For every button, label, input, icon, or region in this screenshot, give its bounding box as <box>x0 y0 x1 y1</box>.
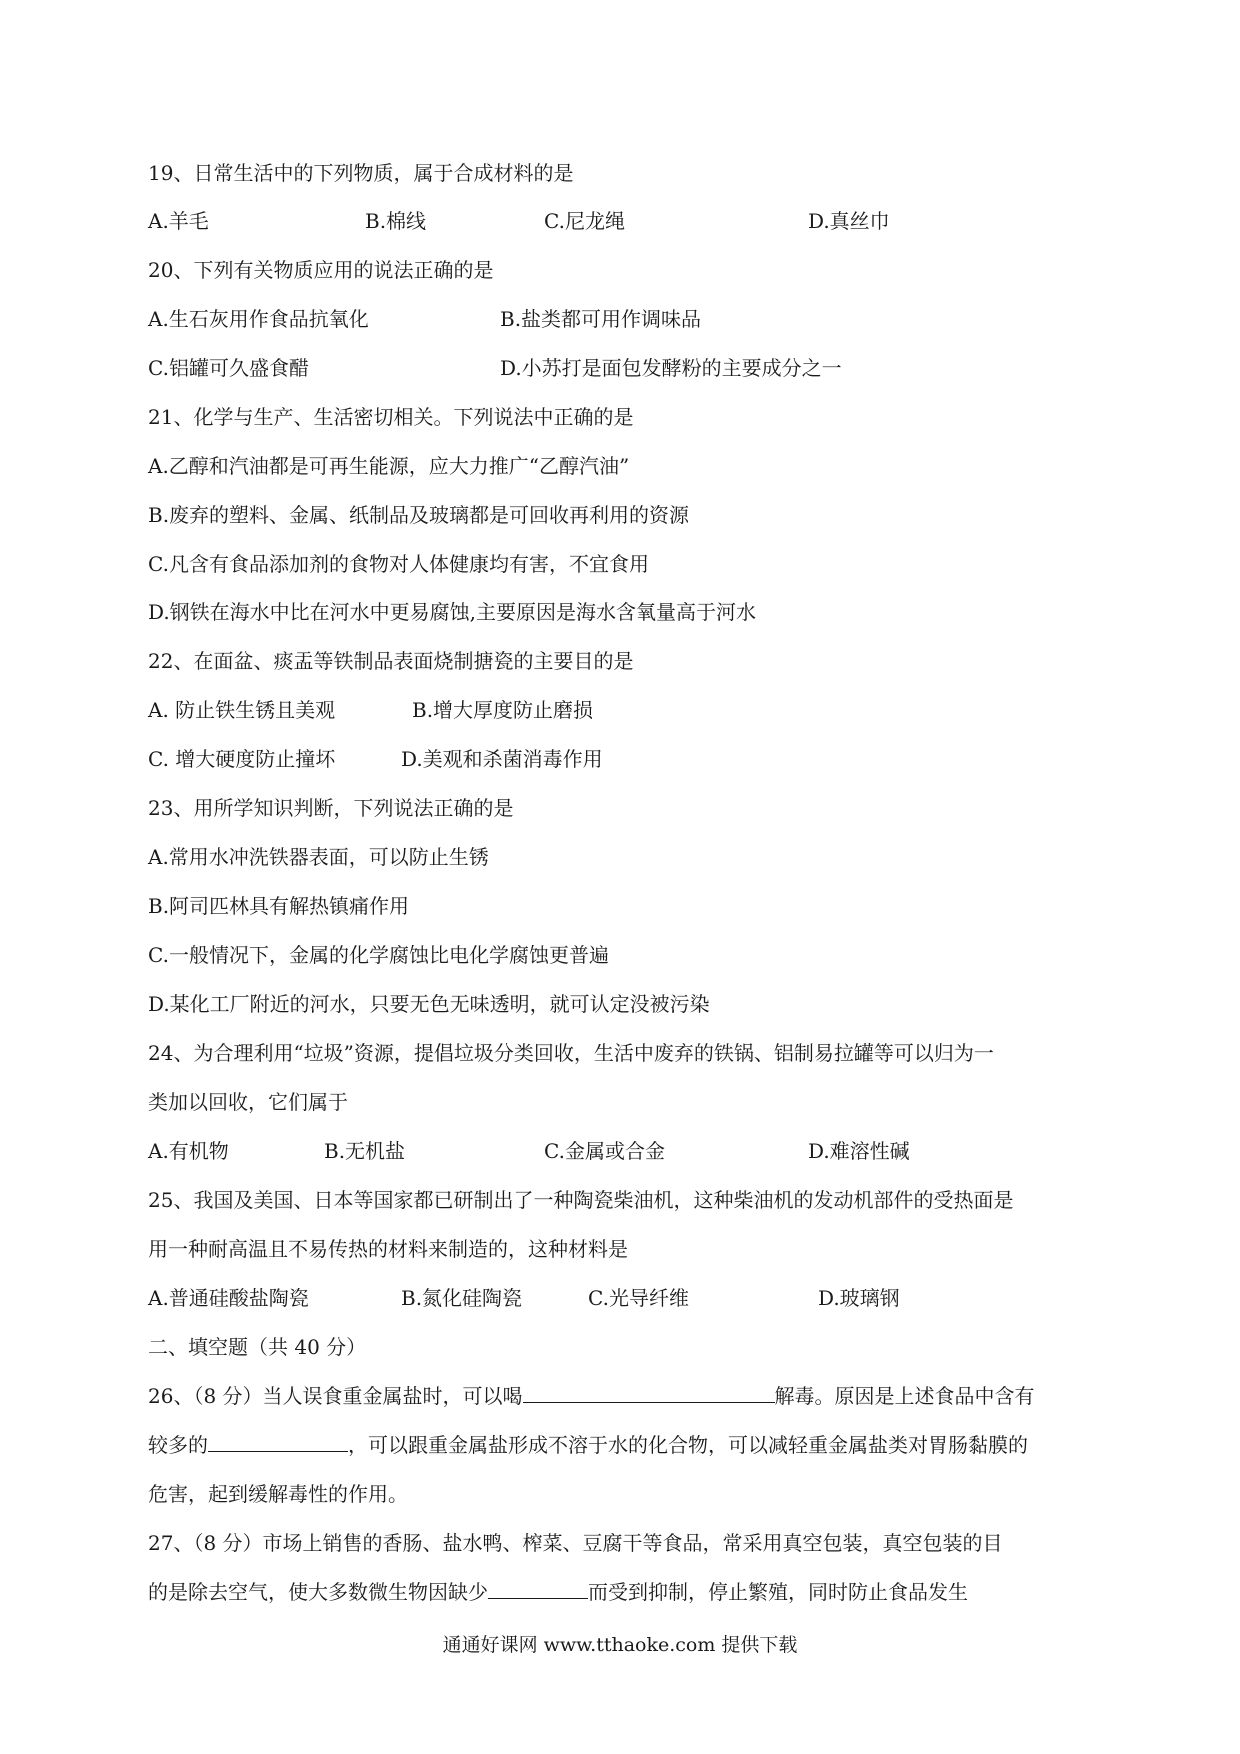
q24-option-d: D.难溶性碱 <box>808 1139 910 1163</box>
q26-line2 <box>148 1431 1028 1459</box>
q24-option-a: A.有机物 <box>148 1139 229 1163</box>
q23-option-d: D.某化工厂附近的河水，只要无色无味透明，就可认定没被污染 <box>148 992 710 1016</box>
q26-line1-text-a: 26、（8 分）当人误食重金属盐时，可以喝 <box>148 1384 523 1408</box>
q26-line1 <box>148 1382 1035 1410</box>
q20-option-d: D.小苏打是面包发酵粉的主要成分之一 <box>500 356 842 380</box>
q27-line2 <box>148 1578 968 1606</box>
q25-option-b: B.氮化硅陶瓷 <box>401 1286 523 1310</box>
q27-line1: 27、（8 分）市场上销售的香肠、盐水鸭、榨菜、豆腐干等食品，常采用真空包装，真空包装的目 <box>148 1531 1003 1555</box>
q19-option-d: D.真丝巾 <box>808 209 890 233</box>
q20-option-b: B.盐类都可用作调味品 <box>500 307 702 331</box>
q23-option-a: A.常用水冲洗铁器表面，可以防止生锈 <box>148 845 489 869</box>
q22-stem: 22、在面盆、痰盂等铁制品表面烧制搪瓷的主要目的是 <box>148 649 634 673</box>
q27-line2-text-a: 的是除去空气，使大多数微生物因缺少 <box>148 1580 488 1604</box>
q21-option-b: B.废弃的塑料、金属、纸制品及玻璃都是可回收再利用的资源 <box>148 503 690 527</box>
q24-option-b: B.无机盐 <box>324 1139 406 1163</box>
q25-option-a: A.普通硅酸盐陶瓷 <box>148 1286 309 1310</box>
q22-option-d: D.美观和杀菌消毒作用 <box>401 747 603 771</box>
q25-stem-line1: 25、我国及美国、日本等国家都已研制出了一种陶瓷柴油机，这种柴油机的发动机部件的受热面是 <box>148 1188 1014 1212</box>
q22-option-a: A. 防止铁生锈且美观 <box>148 698 336 722</box>
q26-blank-2[interactable] <box>208 1431 348 1452</box>
q25-stem-line2: 用一种耐高温且不易传热的材料来制造的，这种材料是 <box>148 1237 628 1261</box>
q22-option-b: B.增大厚度防止磨损 <box>412 698 594 722</box>
q19-option-c: C.尼龙绳 <box>544 209 625 233</box>
q19-option-a: A.羊毛 <box>148 209 209 233</box>
q21-option-a: A.乙醇和汽油都是可再生能源，应大力推广“乙醇汽油” <box>148 454 630 478</box>
q24-stem-line1: 24、为合理利用“垃圾”资源，提倡垃圾分类回收，生活中废弃的铁锅、铝制易拉罐等可以归为一 <box>148 1041 994 1065</box>
q26-line1-text-b: 解毒。原因是上述食品中含有 <box>774 1384 1035 1408</box>
q23-option-b: B.阿司匹林具有解热镇痛作用 <box>148 894 410 918</box>
q23-option-c: C.一般情况下，金属的化学腐蚀比电化学腐蚀更普遍 <box>148 943 609 967</box>
q22-option-c: C. 增大硬度防止撞坏 <box>148 747 336 771</box>
q26-line2-text-b: ，可以跟重金属盐形成不溶于水的化合物，可以减轻重金属盐类对胃肠黏膜的 <box>348 1433 1028 1457</box>
q20-stem: 20、下列有关物质应用的说法正确的是 <box>148 258 494 282</box>
q24-option-c: C.金属或合金 <box>544 1139 665 1163</box>
page-footer: 通通好课网 www.tthaoke.com 提供下载 <box>442 1634 798 1656</box>
q26-line2-text-a: 较多的 <box>148 1433 208 1457</box>
q21-stem: 21、化学与生产、生活密切相关。下列说法中正确的是 <box>148 405 634 429</box>
q20-option-c: C.铝罐可久盛食醋 <box>148 356 309 380</box>
q27-blank-1[interactable] <box>488 1578 588 1599</box>
q19-option-b: B.棉线 <box>365 209 427 233</box>
q26-line3: 危害，起到缓解毒性的作用。 <box>148 1482 408 1506</box>
q25-option-c: C.光导纤维 <box>588 1286 689 1310</box>
q20-option-a: A.生石灰用作食品抗氧化 <box>148 307 369 331</box>
q19-stem: 19、日常生活中的下列物质，属于合成材料的是 <box>148 161 574 185</box>
q21-option-c: C.凡含有食品添加剂的食物对人体健康均有害，不宜食用 <box>148 552 649 576</box>
q27-line2-text-b: 而受到抑制，停止繁殖，同时防止食品发生 <box>588 1580 968 1604</box>
q25-option-d: D.玻璃钢 <box>818 1286 900 1310</box>
section-title: 二、填空题（共 40 分） <box>148 1335 367 1359</box>
q23-stem: 23、用所学知识判断，下列说法正确的是 <box>148 796 514 820</box>
q24-stem-line2: 类加以回收，它们属于 <box>148 1090 348 1114</box>
q26-blank-1[interactable] <box>523 1382 775 1403</box>
q21-option-d: D.钢铁在海水中比在河水中更易腐蚀,主要原因是海水含氧量高于河水 <box>148 600 757 624</box>
